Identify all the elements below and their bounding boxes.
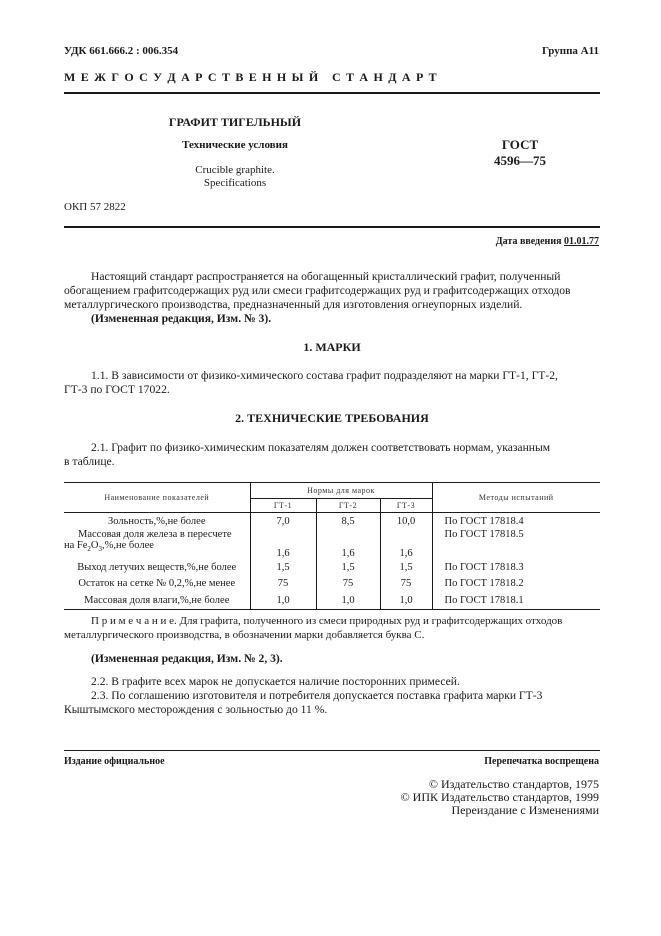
table-row [64, 529, 600, 559]
row-value-gt1: 1,5 [250, 559, 316, 575]
document-title: ГРАФИТ ТИГЕЛЬНЫЙ [168, 115, 302, 129]
english-subtitle: Specifications [203, 177, 267, 189]
copyright-line: © Издательство стандартов, 1975 [428, 777, 599, 791]
row-method: По ГОСТ 17818.5 [432, 529, 600, 559]
row-name: Остаток на сетке № 0,2,%,не менее [78, 577, 236, 589]
footer-rule [64, 750, 600, 751]
clause-1-1: 1.1. В зависимости от физико-химического состава графит подразделяют на марки ГТ-1, ГТ-2, [91, 369, 558, 382]
section-1-title: 1. МАРКИ [303, 340, 361, 354]
group-code: Группа А11 [541, 45, 599, 57]
row-value-gt1: 1,6 [250, 529, 316, 559]
row-name: Выход летучих веществ,%,не более [77, 561, 237, 573]
clause-2-3-cont: Кыштымского месторождения с зольностью до 11 %. [64, 703, 328, 716]
clause-2-1-cont: в таблице. [64, 455, 115, 468]
clause-2-1: 2.1. Графит по физико-химическим показателям должен соответствовать нормам, указанным [91, 441, 551, 454]
row-method: По ГОСТ 17818.4 [432, 513, 600, 530]
introduction-date [496, 236, 599, 247]
introduction-date-label: Дата введения [495, 236, 562, 247]
row-value-gt1: 1,0 [250, 591, 316, 610]
row-value-gt2: 75 [316, 575, 380, 591]
okp-code: ОКП 57 2822 [64, 201, 126, 213]
grade-gt2: ГТ-2 [316, 499, 380, 513]
reprint-notice: Перепечатка воспрещена [484, 756, 599, 767]
row-value-gt3: 1,0 [380, 591, 432, 610]
row-value-gt2: 1,6 [316, 529, 380, 559]
udk-code: УДК 661.666.2 : 006.354 [64, 45, 179, 57]
intro-line: Настоящий стандарт распространяется на обогащенный кристаллический графит, полученный [91, 270, 561, 283]
official-edition: Издание официальное [64, 756, 165, 767]
document-subtitle: Технические условия [182, 139, 288, 151]
title-rule [64, 226, 600, 228]
amendment-note: (Измененная редакция, Изм. № 3). [91, 312, 272, 325]
row-method: По ГОСТ 17818.2 [432, 575, 600, 591]
row-value-gt3: 1,5 [380, 559, 432, 575]
clause-1-1-cont: ГТ-3 по ГОСТ 17022. [64, 383, 170, 396]
intro-line: обогащением графитсодержащих руд или смеси графитсодержащих руд и графитсодержащих отходов [64, 284, 571, 297]
table-row [64, 513, 600, 530]
english-title: Crucible graphite. [195, 164, 275, 176]
section-2-title: 2. ТЕХНИЧЕСКИЕ ТРЕБОВАНИЯ [235, 411, 429, 425]
row-value-gt1: 7,0 [250, 513, 316, 530]
row-value-gt3: 10,0 [380, 513, 432, 530]
copyright-line: © ИПК Издательство стандартов, 1999 [400, 790, 599, 804]
reissue-note: Переиздание с Изменениями [451, 803, 599, 817]
intro-line: металлургического производства, предназначенный для изготовления огнеупорных изделий. [64, 298, 523, 311]
table-row [64, 575, 600, 591]
amendment-note-2: (Измененная редакция, Изм. № 2, 3). [91, 652, 283, 665]
gost-number: 4596—75 [494, 153, 546, 168]
header-methods: Методы испытаний [432, 483, 600, 513]
table-row [64, 559, 600, 575]
row-value-gt2: 1,0 [316, 591, 380, 610]
header-norms: Нормы для марок [250, 483, 432, 499]
gost-label: ГОСТ [501, 137, 539, 152]
row-value-gt2: 8,5 [316, 513, 380, 530]
row-method: По ГОСТ 17818.3 [432, 559, 600, 575]
top-rule [64, 92, 600, 94]
norms-table [64, 482, 600, 610]
row-method: По ГОСТ 17818.1 [432, 591, 600, 610]
row-value-gt1: 75 [250, 575, 316, 591]
table-note-cont: металлургического производства, в обозначении марки добавляется буква С. [64, 629, 425, 641]
row-value-gt3: 1,6 [380, 529, 432, 559]
table-row [64, 591, 600, 610]
table-header-row [64, 483, 600, 499]
row-name-line: на $Fe_2O_3,\%,не$ более [64, 540, 154, 554]
introduction-date-value: 01.01.77 [564, 236, 599, 247]
row-name [64, 529, 250, 559]
clause-2-2: 2.2. В графите всех марок не допускается наличие посторонних примесей. [91, 675, 460, 688]
header-indicator: Наименование показателей [64, 483, 250, 513]
row-name-line: Массовая доля железа в пересчете [78, 529, 232, 540]
clause-2-3: 2.3. По соглашению изготовителя и потребителя допускается поставка графита марки ГТ-3 [91, 689, 543, 702]
grade-gt3: ГТ-3 [380, 499, 432, 513]
row-name: Зольность,%,не более [108, 515, 206, 527]
row-value-gt3: 75 [380, 575, 432, 591]
standard-banner: М Е Ж Г О С У Д А Р С Т В Е Н Н Ы Й С Т А Н Д А Р Т [64, 70, 438, 84]
table-note: П р и м е ч а н и е. Для графита, полученного из смеси природных руд и графитсодержащих отходов [91, 615, 563, 627]
row-value-gt2: 1,5 [316, 559, 380, 575]
row-name: Массовая доля влаги,%,не более [84, 594, 230, 606]
grade-gt1: ГТ-1 [250, 499, 316, 513]
